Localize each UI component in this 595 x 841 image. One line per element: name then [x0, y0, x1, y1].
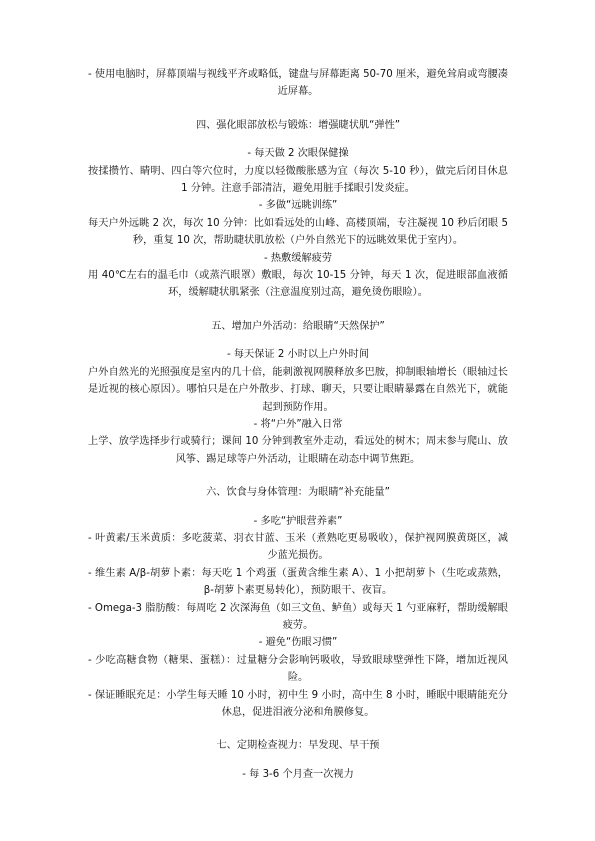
list-item: - 维生素 A/β-胡萝卜素：每天吃 1 个鸡蛋（蛋黄含维生素 A）、1 小把胡萝卜（生吃或蒸熟，β-胡萝卜素更易转化），预防眼干、夜盲。	[88, 567, 508, 597]
paragraph: 户外自然光的光照强度是室内的几十倍，能刺激视网膜释放多巴胺，抑制眼轴增长（眼轴过长是近视的核心原因）。哪怕只是在户外散步、打球、聊天，只要让眼睛暴露在自然光下，就能起到预防作用。	[88, 366, 508, 413]
list-item: - 保证睡眠充足：小学生每天睡 10 小时，初中生 9 小时，高中生 8 小时，睡眠中眼睛能充分休息，促进泪液分泌和角膜修复。	[88, 689, 508, 718]
paragraph: 上学、放学选择步行或骑行；课间 10 分钟到教室外走动，看远处的树木；周末参与爬山、放风筝、踢足球等户外活动，让眼睛在动态中调节焦距。	[88, 436, 508, 465]
subheading: - 热敷缓解疲劳	[263, 252, 333, 264]
paragraph: 按揉攒竹、睛明、四白等穴位时，力度以轻微酸胀感为宜（每次 5-10 秒），做完后闭目休息 1 分钟。注意手部清洁，避免用脏手揉眼引发炎症。	[88, 165, 508, 195]
subheading: - 多吃“护眼营养素”	[253, 515, 343, 527]
section-heading: 五、增加户外活动：给眼睛“天然保护”	[211, 320, 385, 332]
subheading: - 避免“伤眼习惯”	[258, 637, 338, 649]
list-item: - Omega-3 脂肪酸：每周吃 2 次深海鱼（如三文鱼、鲈鱼）或每天 1 勺亚麻籽，帮助缓解眼疲劳。	[88, 602, 508, 631]
list-item: - 少吃高糖食物（糖果、蛋糕）：过量糖分会影响钙吸收，导致眼球壁弹性下降，增加近视风险。	[88, 654, 508, 684]
subheading: - 每天做 2 次眼保健操	[247, 148, 349, 160]
section-heading: 七、定期检查视力：早发现、早干预	[216, 740, 380, 752]
document-body	[88, 66, 508, 783]
subheading: - 每 3-6 个月查一次视力	[242, 768, 354, 780]
subheading: - 多做“远眺训练”	[258, 200, 338, 212]
paragraph: 用 40℃左右的温毛巾（或蒸汽眼罩）敷眼，每次 10-15 分钟，每天 1 次，促进眼部血液循环，缓解睫状肌紧张（注意温度别过高，避免烫伤眼睑）。	[88, 270, 508, 299]
paragraph: 每天户外远眺 2 次，每次 10 分钟：比如看远处的山峰、高楼顶端，专注凝视 10 秒后闭眼 5 秒，重复 10 次，帮助睫状肌放松（户外自然光下的远眺效果优于室内）。	[88, 217, 508, 247]
subheading: - 每天保证 2 小时以上户外时间	[226, 349, 370, 361]
section-heading: 四、强化眼部放松与锻炼：增强睫状肌“弹性”	[195, 119, 401, 131]
subheading: - 将“户外”融入日常	[253, 418, 343, 430]
paragraph: - 使用电脑时，屏幕顶端与视线平齐或略低，键盘与屏幕距离 50-70 厘米，避免耸肩或弯腰凑近屏幕。	[88, 69, 508, 98]
list-item: - 叶黄素/玉米黄质：多吃菠菜、羽衣甘蓝、玉米（煮熟吃更易吸收），保护视网膜黄斑区，减少蓝光损伤。	[88, 532, 508, 562]
section-heading: 六、饮食与身体管理：为眼睛“补充能量”	[206, 487, 390, 499]
